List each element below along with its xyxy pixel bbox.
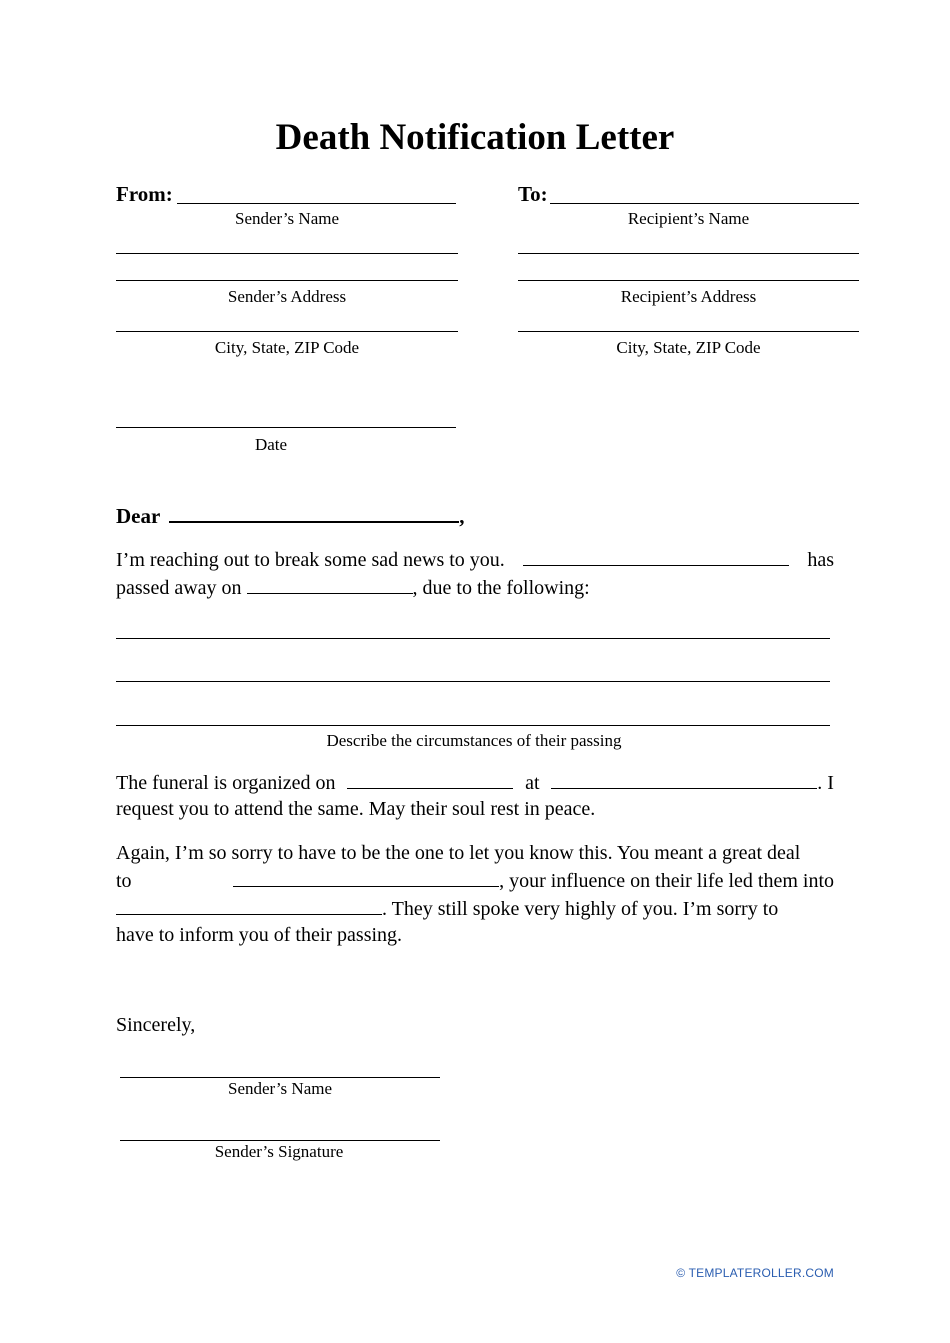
date-field[interactable] — [116, 427, 456, 428]
paragraph-apology-line1 — [116, 840, 834, 866]
paragraph-funeral-intro: The funeral is organized on — [116, 772, 336, 794]
recipient-address-caption: Recipient’s Address — [620, 287, 757, 306]
paragraph-news-has: has — [807, 549, 834, 571]
closing-sender-name-caption: Sender’s Name — [227, 1079, 333, 1098]
signature-caption: Sender’s Signature — [214, 1142, 344, 1161]
paragraph-apology-influence: , your influence on their life led them into — [499, 870, 834, 892]
document-title: Death Notification Letter — [275, 117, 675, 158]
salutation-comma: , — [459, 504, 465, 528]
to-label: To: — [518, 182, 548, 206]
sender-address-line1-field[interactable] — [116, 253, 458, 254]
sender-address-caption: Sender’s Address — [227, 287, 347, 306]
paragraph-news-intro: I’m reaching out to break some sad news to you. — [116, 549, 505, 571]
salutation-prefix: Dear — [116, 504, 160, 528]
footer-link[interactable]: © TEMPLATEROLLER.COM — [676, 1266, 834, 1280]
paragraph-apology-spoke: . They still spoke very highly of you. I’m sorry to — [382, 898, 779, 920]
funeral-location-field[interactable] — [551, 768, 817, 789]
recipient-address-line2-field[interactable] — [518, 280, 859, 281]
recipient-name-caption: Recipient’s Name — [627, 209, 750, 228]
paragraph-news-passed: passed away on — [116, 577, 242, 599]
relationship-field[interactable] — [233, 866, 499, 887]
sender-name-caption: Sender’s Name — [234, 209, 340, 228]
paragraph-funeral-at: at — [525, 772, 540, 794]
paragraph-apology-line1-text: Again, I’m so sorry to have to be the one to let you know this. You meant a great deal — [116, 842, 801, 864]
paragraph-news-due: , due to the following: — [412, 577, 590, 599]
paragraph-funeral-i: . I — [817, 772, 834, 794]
circumstances-line2-field[interactable] — [116, 681, 830, 682]
closing: Sincerely, — [116, 1014, 196, 1036]
paragraph-news — [116, 545, 834, 601]
from-label: From: — [116, 182, 173, 206]
deceased-name-field[interactable] — [523, 545, 789, 566]
salutation-name-field[interactable] — [169, 501, 459, 523]
recipient-city-field[interactable] — [518, 331, 859, 332]
sender-city-field[interactable] — [116, 331, 458, 332]
paragraph-apology — [116, 840, 834, 948]
sender-city-caption: City, State, ZIP Code — [214, 338, 360, 357]
funeral-date-field[interactable] — [347, 768, 513, 789]
influence-outcome-field[interactable] — [116, 894, 382, 915]
sender-address-line2-field[interactable] — [116, 280, 458, 281]
circumstances-line3-field[interactable] — [116, 725, 830, 726]
paragraph-funeral — [116, 768, 834, 822]
circumstances-caption: Describe the circumstances of their passing — [326, 731, 622, 750]
sender-name-field[interactable] — [177, 203, 456, 204]
recipient-name-field[interactable] — [550, 203, 859, 204]
recipient-address-line1-field[interactable] — [518, 253, 859, 254]
date-caption: Date — [254, 435, 288, 454]
circumstances-line1-field[interactable] — [116, 638, 830, 639]
date-of-death-field[interactable] — [247, 573, 413, 594]
paragraph-apology-to: to — [116, 870, 132, 892]
paragraph-funeral-request: request you to attend the same. May their soul rest in peace. — [116, 798, 596, 820]
paragraph-apology-line4: have to inform you of their passing. — [116, 924, 403, 946]
recipient-city-caption: City, State, ZIP Code — [616, 338, 761, 357]
salutation — [116, 501, 464, 529]
